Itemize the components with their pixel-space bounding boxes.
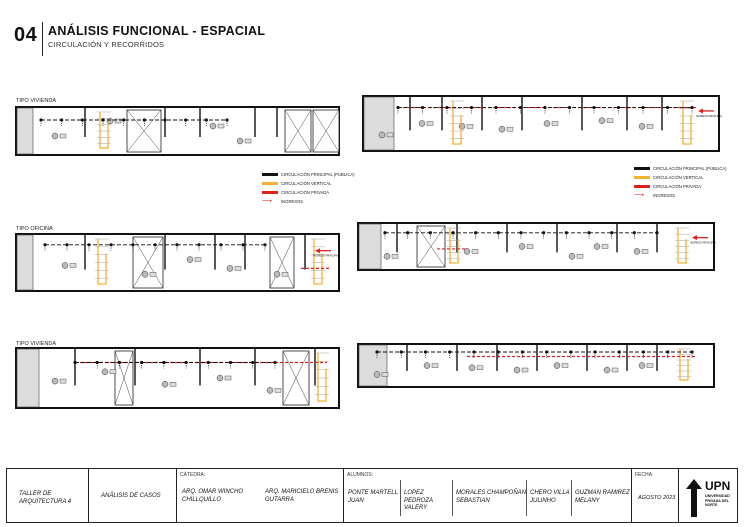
furniture — [382, 373, 388, 377]
furniture — [392, 254, 398, 258]
furniture — [235, 266, 241, 270]
legend-right — [634, 164, 727, 200]
sheet-subtitle: CIRCULACIÓN Y RECORRIDOS — [48, 40, 165, 49]
title-block — [6, 468, 738, 523]
furniture — [642, 249, 648, 253]
legend-label: INGRESOS — [281, 199, 304, 204]
catedra-caption: CÁTEDRA: — [180, 472, 206, 478]
furniture — [227, 265, 233, 271]
plan-label-row3: TIPO VIVIENDA — [16, 341, 57, 347]
furniture — [379, 132, 385, 138]
furniture — [477, 366, 483, 370]
student-name: LOPEZ PEDROZA VALERY — [404, 490, 433, 511]
plan-label-row2: TIPO OFICINA — [16, 226, 53, 232]
furniture — [472, 249, 478, 253]
furniture — [647, 124, 653, 128]
legend-item — [262, 188, 355, 197]
student-cell — [344, 480, 401, 516]
teacher-2: ARQ. MARICIELO BRENIS GUTARRA — [265, 489, 339, 503]
furniture — [507, 127, 513, 131]
logo-subtitle: UNIVERSIDAD PRIVADA DEL NORTE — [705, 494, 730, 508]
legend-swatch-privada — [262, 191, 278, 194]
legend-item — [634, 191, 727, 200]
furniture — [245, 139, 251, 143]
furniture — [424, 363, 430, 369]
patio-area — [359, 224, 381, 269]
legend-label: CIRCULACIÓN PRIVADA — [281, 190, 330, 195]
legend-item — [634, 173, 727, 182]
furniture — [60, 134, 66, 138]
upn-arrow-icon — [686, 479, 702, 517]
furniture — [217, 375, 223, 381]
furniture — [647, 364, 653, 368]
header-divider — [42, 22, 43, 56]
legend-label: CIRCULACIÓN VERTICAL — [653, 175, 704, 180]
students-grid — [344, 480, 631, 516]
alumnos-caption: ALUMNOS: — [347, 472, 374, 478]
patio-area — [17, 108, 33, 154]
legend-swatch-privada — [634, 185, 650, 188]
patio-area — [364, 97, 394, 150]
furniture — [384, 253, 390, 259]
legend-label: CIRCULACIÓN PRIVADA — [653, 184, 702, 189]
patio-area — [17, 349, 39, 407]
legend-swatch-vertical — [634, 176, 650, 179]
furniture — [552, 122, 558, 126]
student-name: GUZMAN RAMIREZ MELANY — [575, 490, 630, 504]
furniture — [387, 133, 393, 137]
furniture — [70, 263, 76, 267]
furniture — [634, 248, 640, 254]
furniture — [577, 254, 583, 258]
furniture — [607, 119, 613, 123]
student-name: PONTE MARTELL JUAN — [348, 490, 398, 504]
legend-label: INGRESOS — [653, 193, 676, 198]
student-cell — [452, 480, 527, 516]
furniture — [522, 368, 528, 372]
furniture — [612, 368, 618, 372]
furniture — [594, 244, 600, 250]
furniture — [469, 365, 475, 371]
furniture — [554, 363, 560, 369]
student-cell — [526, 480, 572, 516]
furniture — [110, 370, 116, 374]
legend-item — [262, 197, 355, 206]
furniture — [195, 258, 201, 262]
furniture — [267, 387, 273, 393]
furniture — [225, 376, 231, 380]
cell-catedra — [177, 469, 344, 522]
floor-plan-oficina-left — [15, 233, 340, 292]
furniture — [519, 244, 525, 250]
furniture — [639, 363, 645, 369]
legend-swatch-principal — [262, 173, 278, 176]
furniture — [427, 122, 433, 126]
furniture — [150, 272, 156, 276]
legend-swatch-vertical — [262, 182, 278, 185]
furniture — [237, 138, 243, 144]
floor-plan-vivienda-right-2 — [357, 343, 715, 388]
date-value: AGOSTO 2023 — [638, 495, 676, 501]
legend-label: CIRCULACIÓN PRINCIPAL (PÚBLICA) — [653, 166, 727, 171]
patio-area — [359, 345, 387, 386]
furniture — [639, 123, 645, 129]
legend-label: CIRCULACIÓN VERTICAL — [281, 181, 332, 186]
plan-outline — [363, 96, 719, 151]
furniture — [599, 118, 605, 124]
furniture — [562, 364, 568, 368]
furniture — [107, 118, 113, 124]
student-name: MORALES CHAMPOÑAN SEBASTIAN — [456, 490, 527, 504]
legend-label: CIRCULACIÓN PRINCIPAL (PÚBLICA) — [281, 172, 355, 177]
cell-course — [7, 469, 89, 522]
legend-item — [262, 170, 355, 179]
fecha-caption: FECHA: — [635, 472, 654, 478]
furniture — [419, 121, 425, 127]
furniture — [274, 271, 280, 277]
plan-outline — [358, 223, 714, 270]
sheet-title: ANÁLISIS FUNCIONAL - ESPACIAL — [48, 24, 266, 38]
floor-plan-oficina-right — [357, 222, 715, 271]
furniture — [60, 379, 66, 383]
course-name: TALLER DE ARQUITECTURA 4 — [19, 491, 72, 505]
furniture — [52, 378, 58, 384]
furniture — [432, 364, 438, 368]
furniture — [604, 367, 610, 373]
student-cell — [400, 480, 453, 516]
furniture — [162, 381, 168, 387]
entrance-label: INGRESO PRINCIPAL — [696, 114, 723, 118]
furniture — [170, 382, 176, 386]
cell-topic — [89, 469, 177, 522]
legend-item — [634, 182, 727, 191]
furniture — [102, 369, 108, 375]
furniture — [527, 245, 533, 249]
arrow-right-icon: ⟶ — [634, 192, 645, 199]
teacher-1: ARQ. OMAR WINCHO CHILLQUILLO — [182, 489, 243, 503]
upn-logo — [679, 469, 737, 522]
furniture — [218, 124, 224, 128]
furniture — [467, 124, 473, 128]
cell-fecha — [632, 469, 679, 522]
furniture — [569, 253, 575, 259]
topic-name: ANÁLISIS DE CASOS — [101, 493, 161, 499]
furniture — [142, 271, 148, 277]
furniture — [210, 123, 216, 129]
floor-plan-vivienda-left-2 — [15, 347, 340, 409]
legend-item — [634, 164, 727, 173]
furniture — [275, 388, 281, 392]
legend-left — [262, 170, 355, 206]
furniture — [514, 367, 520, 373]
plan-label-row1: TIPO VIVIENDA — [16, 98, 57, 104]
furniture — [62, 262, 68, 268]
furniture — [602, 245, 608, 249]
furniture — [499, 126, 505, 132]
legend-item — [262, 179, 355, 188]
cell-alumnos — [344, 469, 632, 522]
logo-name: UPN — [705, 479, 731, 493]
furniture — [52, 133, 58, 139]
student-name: CHERO VILLA JULINHO — [530, 490, 570, 504]
furniture — [187, 257, 193, 263]
furniture — [459, 123, 465, 129]
legend-swatch-principal — [634, 167, 650, 170]
furniture — [544, 121, 550, 127]
furniture — [282, 272, 288, 276]
floor-plan-vivienda-right-1 — [362, 95, 723, 152]
furniture — [374, 372, 380, 378]
plan-outline — [358, 344, 714, 387]
student-cell — [571, 480, 632, 516]
patio-area — [17, 235, 33, 290]
entrance-label: INGRESO PRINCIPAL — [313, 254, 340, 258]
arrow-right-icon: ⟶ — [262, 198, 273, 205]
sheet-number: 04 — [14, 24, 38, 46]
floor-plan-vivienda-left-1 — [15, 106, 340, 156]
entrance-label: INGRESO PRINCIPAL — [690, 241, 717, 245]
